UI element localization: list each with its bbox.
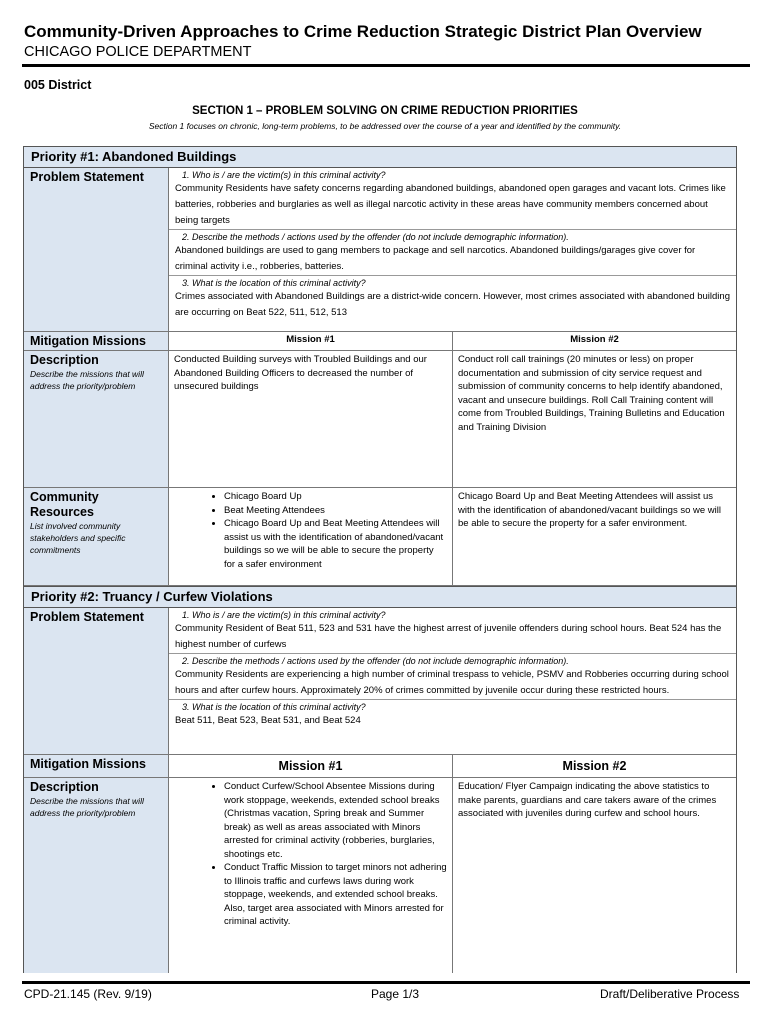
section-title: SECTION 1 – PROBLEM SOLVING ON CRIME REDUCTION PRIORITIES	[192, 105, 578, 117]
community-resources-label: Community Resources	[30, 490, 99, 519]
priority-1-missions-header	[24, 332, 736, 351]
mitigation-missions-label: Mitigation Missions	[30, 757, 146, 771]
priority-2-description-row	[24, 778, 736, 973]
problem-statement-label: Problem Statement	[30, 610, 144, 624]
priority-2-problem-row	[24, 608, 736, 755]
p2-question-3: 3. What is the location of this criminal activity?	[182, 702, 366, 712]
priority-2-missions-header	[24, 755, 736, 778]
p2-mission-2-heading: Mission #2	[562, 759, 627, 773]
priority-1-problem-row	[24, 168, 736, 332]
description-sublabel: Describe the missions that will address the priority/problem	[30, 796, 144, 818]
priority-2-heading: Priority #2: Truancy / Curfew Violations	[24, 586, 736, 608]
p2-mission-1-item: • Conduct Traffic Mission to target minors not adhering to Illinois traffic and curfews laws during work stoppage, weekends, and extended school breaks. Also, target area associated with Minors arrested for criminal activity.	[224, 861, 447, 929]
community-resources-sublabel: List involved community stakeholders and specific commitments	[30, 521, 126, 555]
footer-page-number: Page 1/3	[371, 987, 420, 1001]
page-subtitle: CHICAGO POLICE DEPARTMENT	[24, 44, 252, 60]
p2-mission-1-item: • Conduct Curfew/School Absentee Missions during work stoppage, weekends, extended school breaks (Christmas vacation, Spring break and Summer break) as well as areas associated with Minors arrested for criminal activity (robberies, burglaries, shootings etc.	[224, 780, 447, 861]
p2-question-2: 2. Describe the methods / actions used by the offender (do not include demographic information).	[182, 656, 569, 666]
p2-answer-1: Community Resident of Beat 511, 523 and 531 have the highest arrest of juvenile offenders during school hours. Beat 524 has the highest number of curfews	[175, 623, 722, 650]
plan-table	[23, 146, 737, 973]
description-sublabel: Describe the missions that will address the priority/problem	[30, 369, 144, 391]
footer-status: Draft/Deliberative Process	[600, 987, 740, 1001]
description-label: Description	[30, 780, 99, 794]
p2-mission-2-description: Education/ Flyer Campaign indicating the above statistics to make parents, guardians and care takers aware of the crimes associated with juveniles during curfew and school hours.	[458, 781, 717, 819]
priority-1-heading: Priority #1: Abandoned Buildings	[24, 147, 736, 168]
p1-mission-2-heading: Mission #2	[570, 334, 619, 345]
description-label: Description	[30, 353, 99, 367]
priority-1-resources-row	[24, 488, 736, 586]
p2-mission-1-heading: Mission #1	[169, 755, 453, 777]
priority-1-description-row	[24, 351, 736, 488]
mitigation-missions-label: Mitigation Missions	[30, 334, 146, 348]
problem-statement-label: Problem Statement	[30, 170, 144, 184]
p1-answer-3: Crimes associated with Abandoned Buildings are a district-wide concern. However, most crimes associated with abandoned building are occurring on Beat 522, 511, 512, 513	[175, 291, 730, 318]
p1-mission-1-description: Conducted Building surveys with Troubled Buildings and our Abandoned Building Officers to decreased the number of unsecured buildings	[169, 351, 453, 487]
p2-answer-3: Beat 511, Beat 523, Beat 531, and Beat 524	[175, 715, 361, 726]
p1-mission-1-heading: Mission #1	[169, 332, 453, 350]
p2-answer-2: Community Residents are experiencing a high number of criminal trespass to vehicle, PSMV and Robberies occurring during school hours and after curfew hours. Approximately 20% of crimes committed by juvenile occur during these restricted hours.	[175, 669, 729, 696]
district-label: 005 District	[24, 78, 92, 92]
p1-answer-2: Abandoned buildings are used to gang members to package and sell narcotics. Abandoned buildings/garages give cover for criminal activity i.e., robberies, batteries.	[175, 245, 696, 272]
p1-question-2: 2. Describe the methods / actions used by the offender (do not include demographic information).	[182, 232, 569, 242]
p1-mission-2-description: Conduct roll call trainings (20 minutes or less) on proper documentation and submission of city service request and submission of community concerns to help identify abandoned, vacant and unsecure buildings. Roll Call Training content will come from Troubled Buildings, Training Bulletins and Education and Training Division	[458, 354, 725, 433]
footer-form-number: CPD-21.145 (Rev. 9/19)	[24, 987, 152, 1001]
p1-answer-1: Community Residents have safety concerns regarding abandoned buildings, abandoned open garages and vacant lots. Crimes like batteries, robberies and burglaries as well as illegal narcotic activity in these areas have community members concerned about being targets	[175, 183, 726, 226]
p1-resource-item: • Chicago Board Up	[224, 490, 447, 504]
page-title: Community-Driven Approaches to Crime Reduction Strategic District Plan Overview	[24, 22, 702, 41]
p1-question-3: 3. What is the location of this criminal activity?	[182, 278, 366, 288]
p2-question-1: 1. Who is / are the victim(s) in this criminal activity?	[182, 610, 386, 620]
title-rule	[22, 64, 750, 67]
p1-resource-item: • Beat Meeting Attendees	[224, 504, 447, 518]
p1-resources-mission-2: Chicago Board Up and Beat Meeting Attendees will assist us with the identification of abandoned/vacant buildings so we will be able to secure the property for a safer environment.	[458, 491, 721, 529]
footer-rule	[22, 981, 750, 984]
section-description: Section 1 focuses on chronic, long-term problems, to be addressed over the course of a year and identified by the community.	[148, 121, 622, 131]
p1-question-1: 1. Who is / are the victim(s) in this criminal activity?	[182, 170, 386, 180]
p1-resource-item: • Chicago Board Up and Beat Meeting Attendees will assist us with the identification of abandoned/vacant buildings so we will be able to secure the property for a safer environment	[224, 517, 447, 571]
